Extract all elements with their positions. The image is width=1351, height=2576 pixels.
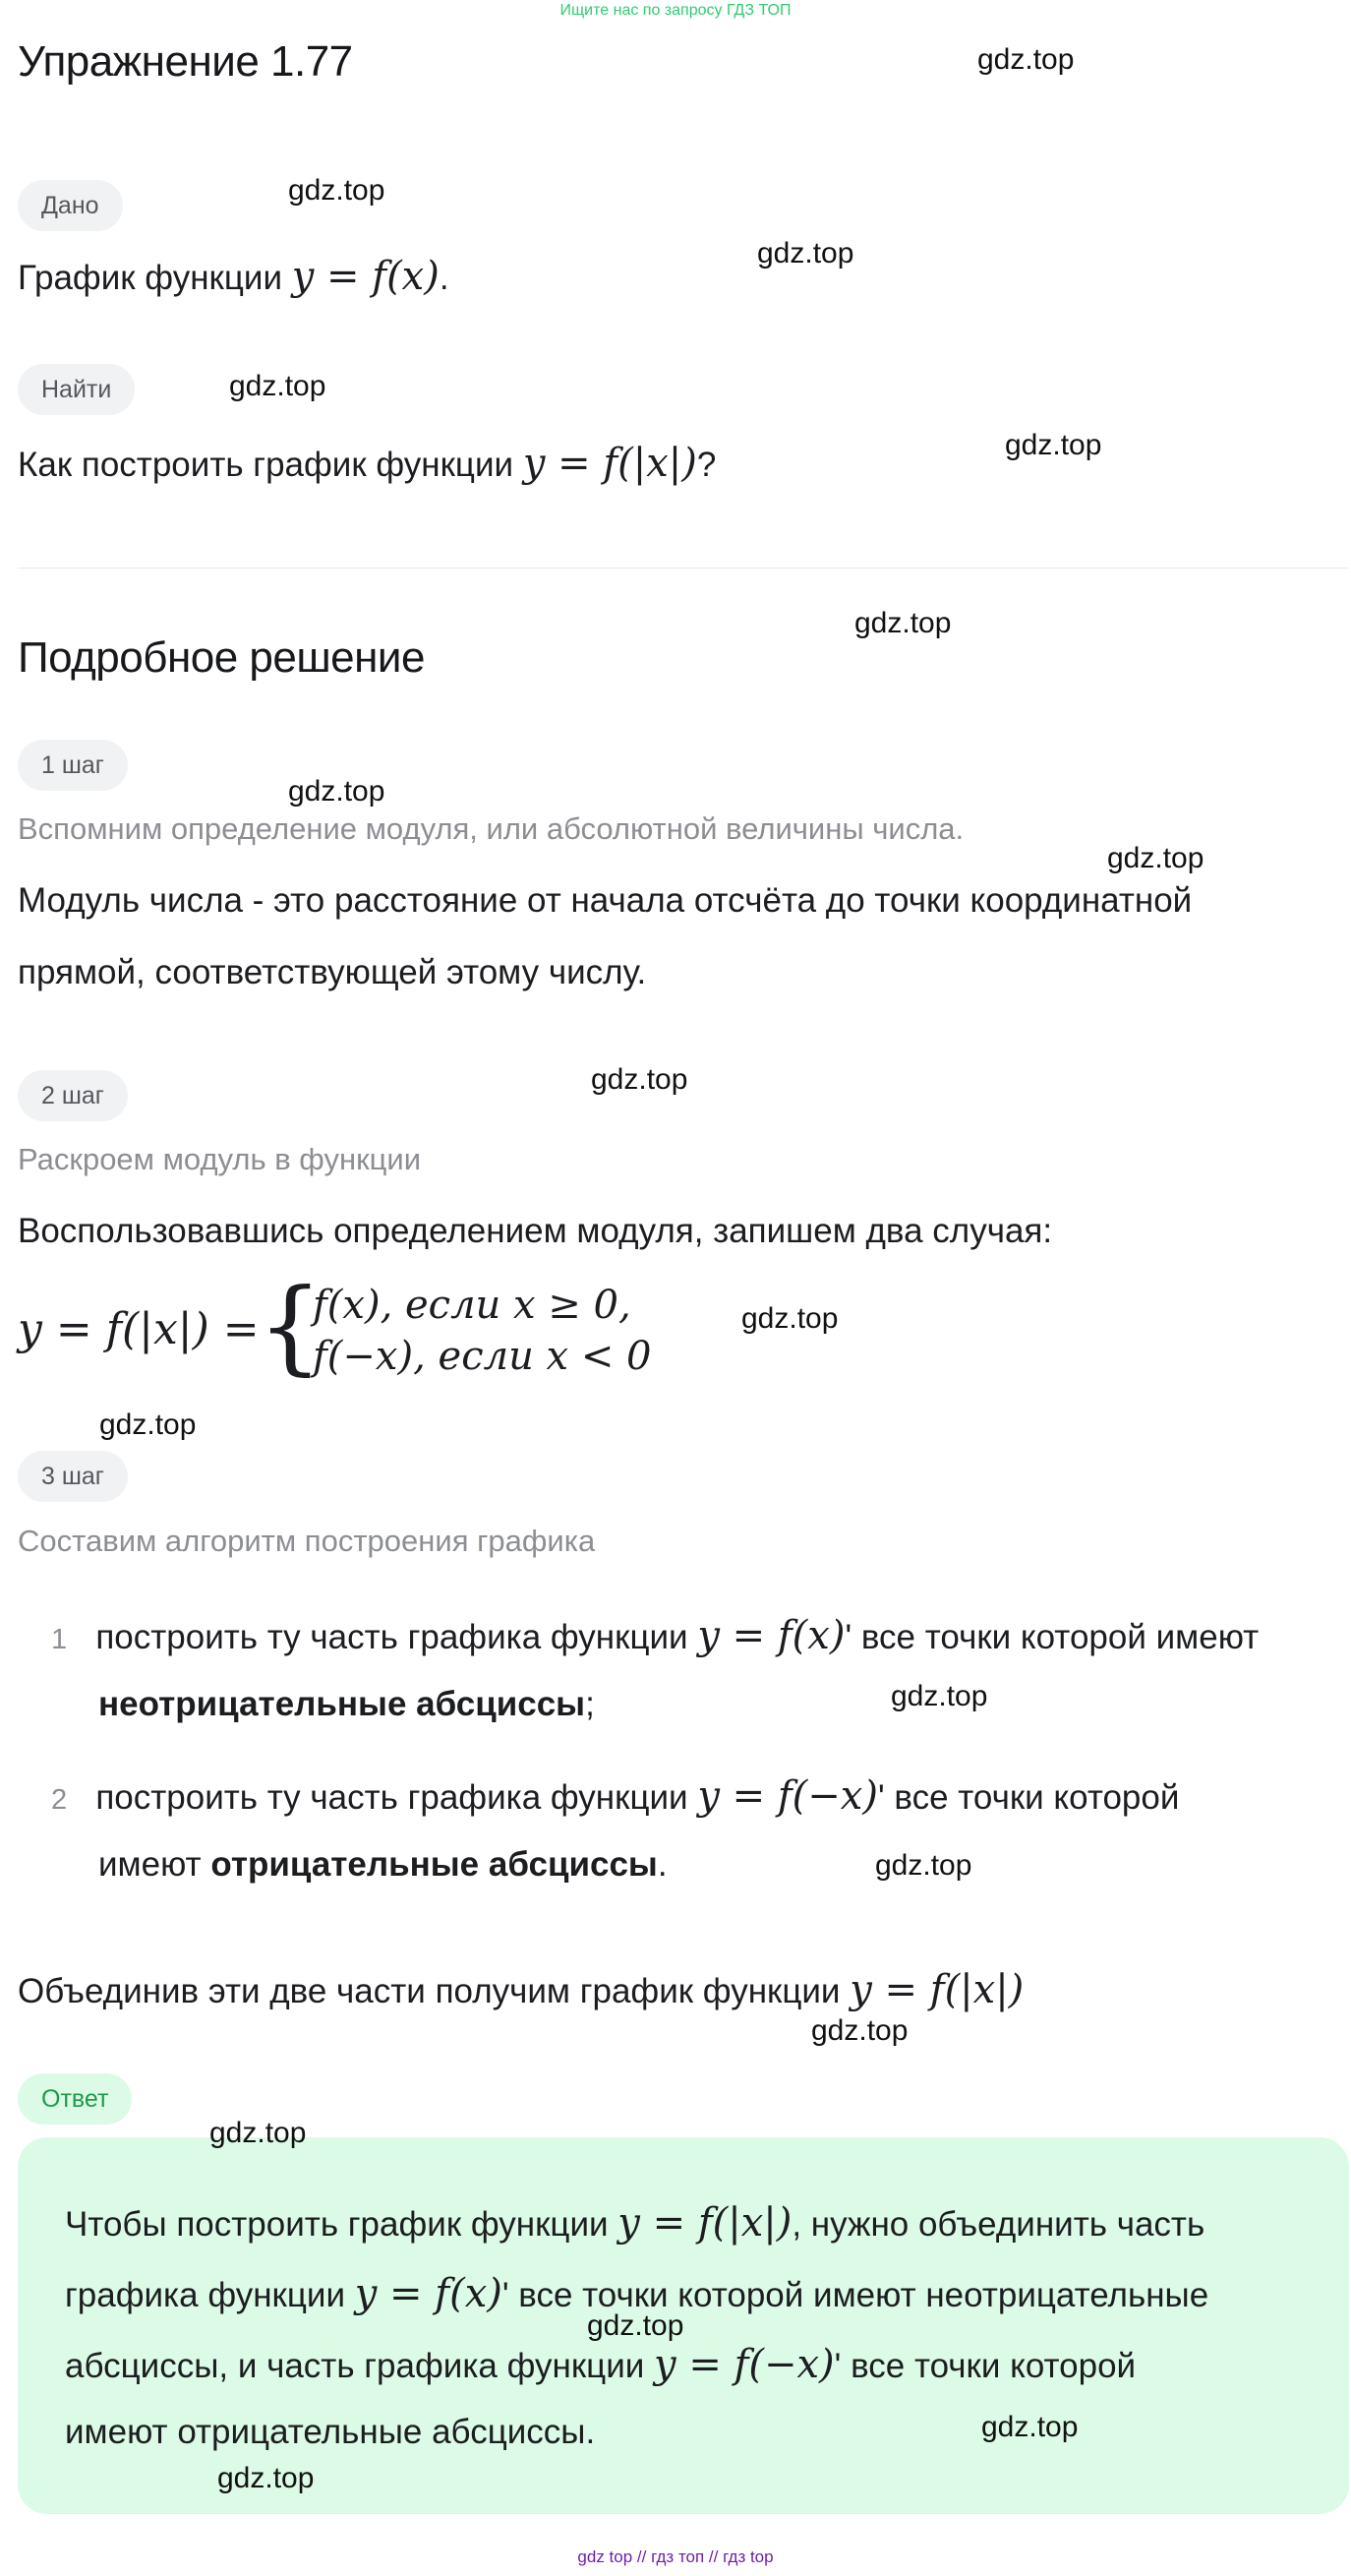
answer-line-3: абсциссы, и часть графика функции y = f(−x)' все точки которой <box>65 2342 1137 2387</box>
watermark: gdz.top <box>981 2411 1079 2443</box>
answer-badge: Ответ <box>18 2073 132 2125</box>
conclusion-text: Объединив эти две части получим график функции y = f(|x|) <box>18 1967 1025 2012</box>
solution-title: Подробное решение <box>18 633 425 682</box>
step2-hint: Раскроем модуль в функции <box>18 1142 422 1176</box>
piecewise-lhs: y = f(|x|) = <box>18 1304 260 1354</box>
watermark: gdz.top <box>99 1408 197 1441</box>
watermark: gdz.top <box>757 237 854 270</box>
algorithm-item-1-cont: неотрицательные абсциссы; <box>98 1685 595 1723</box>
watermark: gdz.top <box>587 2309 684 2342</box>
answer-line-1: Чтобы построить график функции y = f(|x|), нужно объединить часть <box>65 2200 1205 2246</box>
watermark: gdz.top <box>288 174 385 207</box>
watermark: gdz.top <box>875 1849 972 1882</box>
footer-links[interactable]: gdz top // гдз топ // гдз top <box>577 2547 774 2566</box>
search-hint: Ищите нас по запросу ГДЗ ТОП <box>559 2 792 19</box>
answer-line-4: имеют отрицательные абсциссы. <box>65 2413 596 2451</box>
piecewise-brace: { <box>258 1266 323 1386</box>
given-badge: Дано <box>18 180 123 231</box>
step1-line1: Модуль числа - это расстояние от начала отсчёта до точки координатной <box>18 881 1193 920</box>
watermark: gdz.top <box>891 1680 988 1712</box>
step3-badge: 3 шаг <box>18 1451 128 1502</box>
step3-hint: Составим алгоритм построения графика <box>18 1524 596 1558</box>
algorithm-item-2-cont: имеют отрицательные абсциссы. <box>98 1845 668 1884</box>
watermark: gdz.top <box>854 607 952 639</box>
section-divider <box>18 568 1349 569</box>
watermark: gdz.top <box>741 1302 839 1335</box>
watermark: gdz.top <box>229 370 326 402</box>
watermark: gdz.top <box>1107 842 1204 874</box>
watermark: gdz.top <box>811 2014 909 2047</box>
given-text: График функции y = f(x). <box>18 254 449 299</box>
find-badge: Найти <box>18 364 135 415</box>
step1-line2: прямой, соответствующей этому числу. <box>18 953 647 991</box>
find-text: Как построить график функции y = f(|x|)? <box>18 441 717 486</box>
algorithm-item-2: 2 построить ту часть графика функции y = f(−x)' все точки которой <box>51 1773 1180 1819</box>
piecewise-case-1: f(x), если x ≥ 0, <box>313 1283 631 1328</box>
watermark: gdz.top <box>288 775 385 808</box>
page-title: Упражнение 1.77 <box>18 37 353 86</box>
watermark: gdz.top <box>1005 429 1102 461</box>
step2-text: Воспользовавшись определением модуля, запишем два случая: <box>18 1212 1053 1250</box>
algorithm-item-1: 1 построить ту часть графика функции y = f(x)' все точки которой имеют <box>51 1613 1260 1658</box>
watermark: gdz.top <box>209 2117 307 2149</box>
answer-line-2: графика функции y = f(x)' все точки которой имеют неотрицательные <box>65 2271 1209 2316</box>
step1-badge: 1 шаг <box>18 740 128 791</box>
piecewise-case-2: f(−x), если x < 0 <box>313 1334 652 1379</box>
step2-badge: 2 шаг <box>18 1070 128 1121</box>
step1-hint: Вспомним определение модуля, или абсолютной величины числа. <box>18 811 965 846</box>
watermark: gdz.top <box>591 1063 688 1096</box>
watermark: gdz.top <box>977 43 1075 76</box>
watermark: gdz.top <box>217 2462 315 2494</box>
